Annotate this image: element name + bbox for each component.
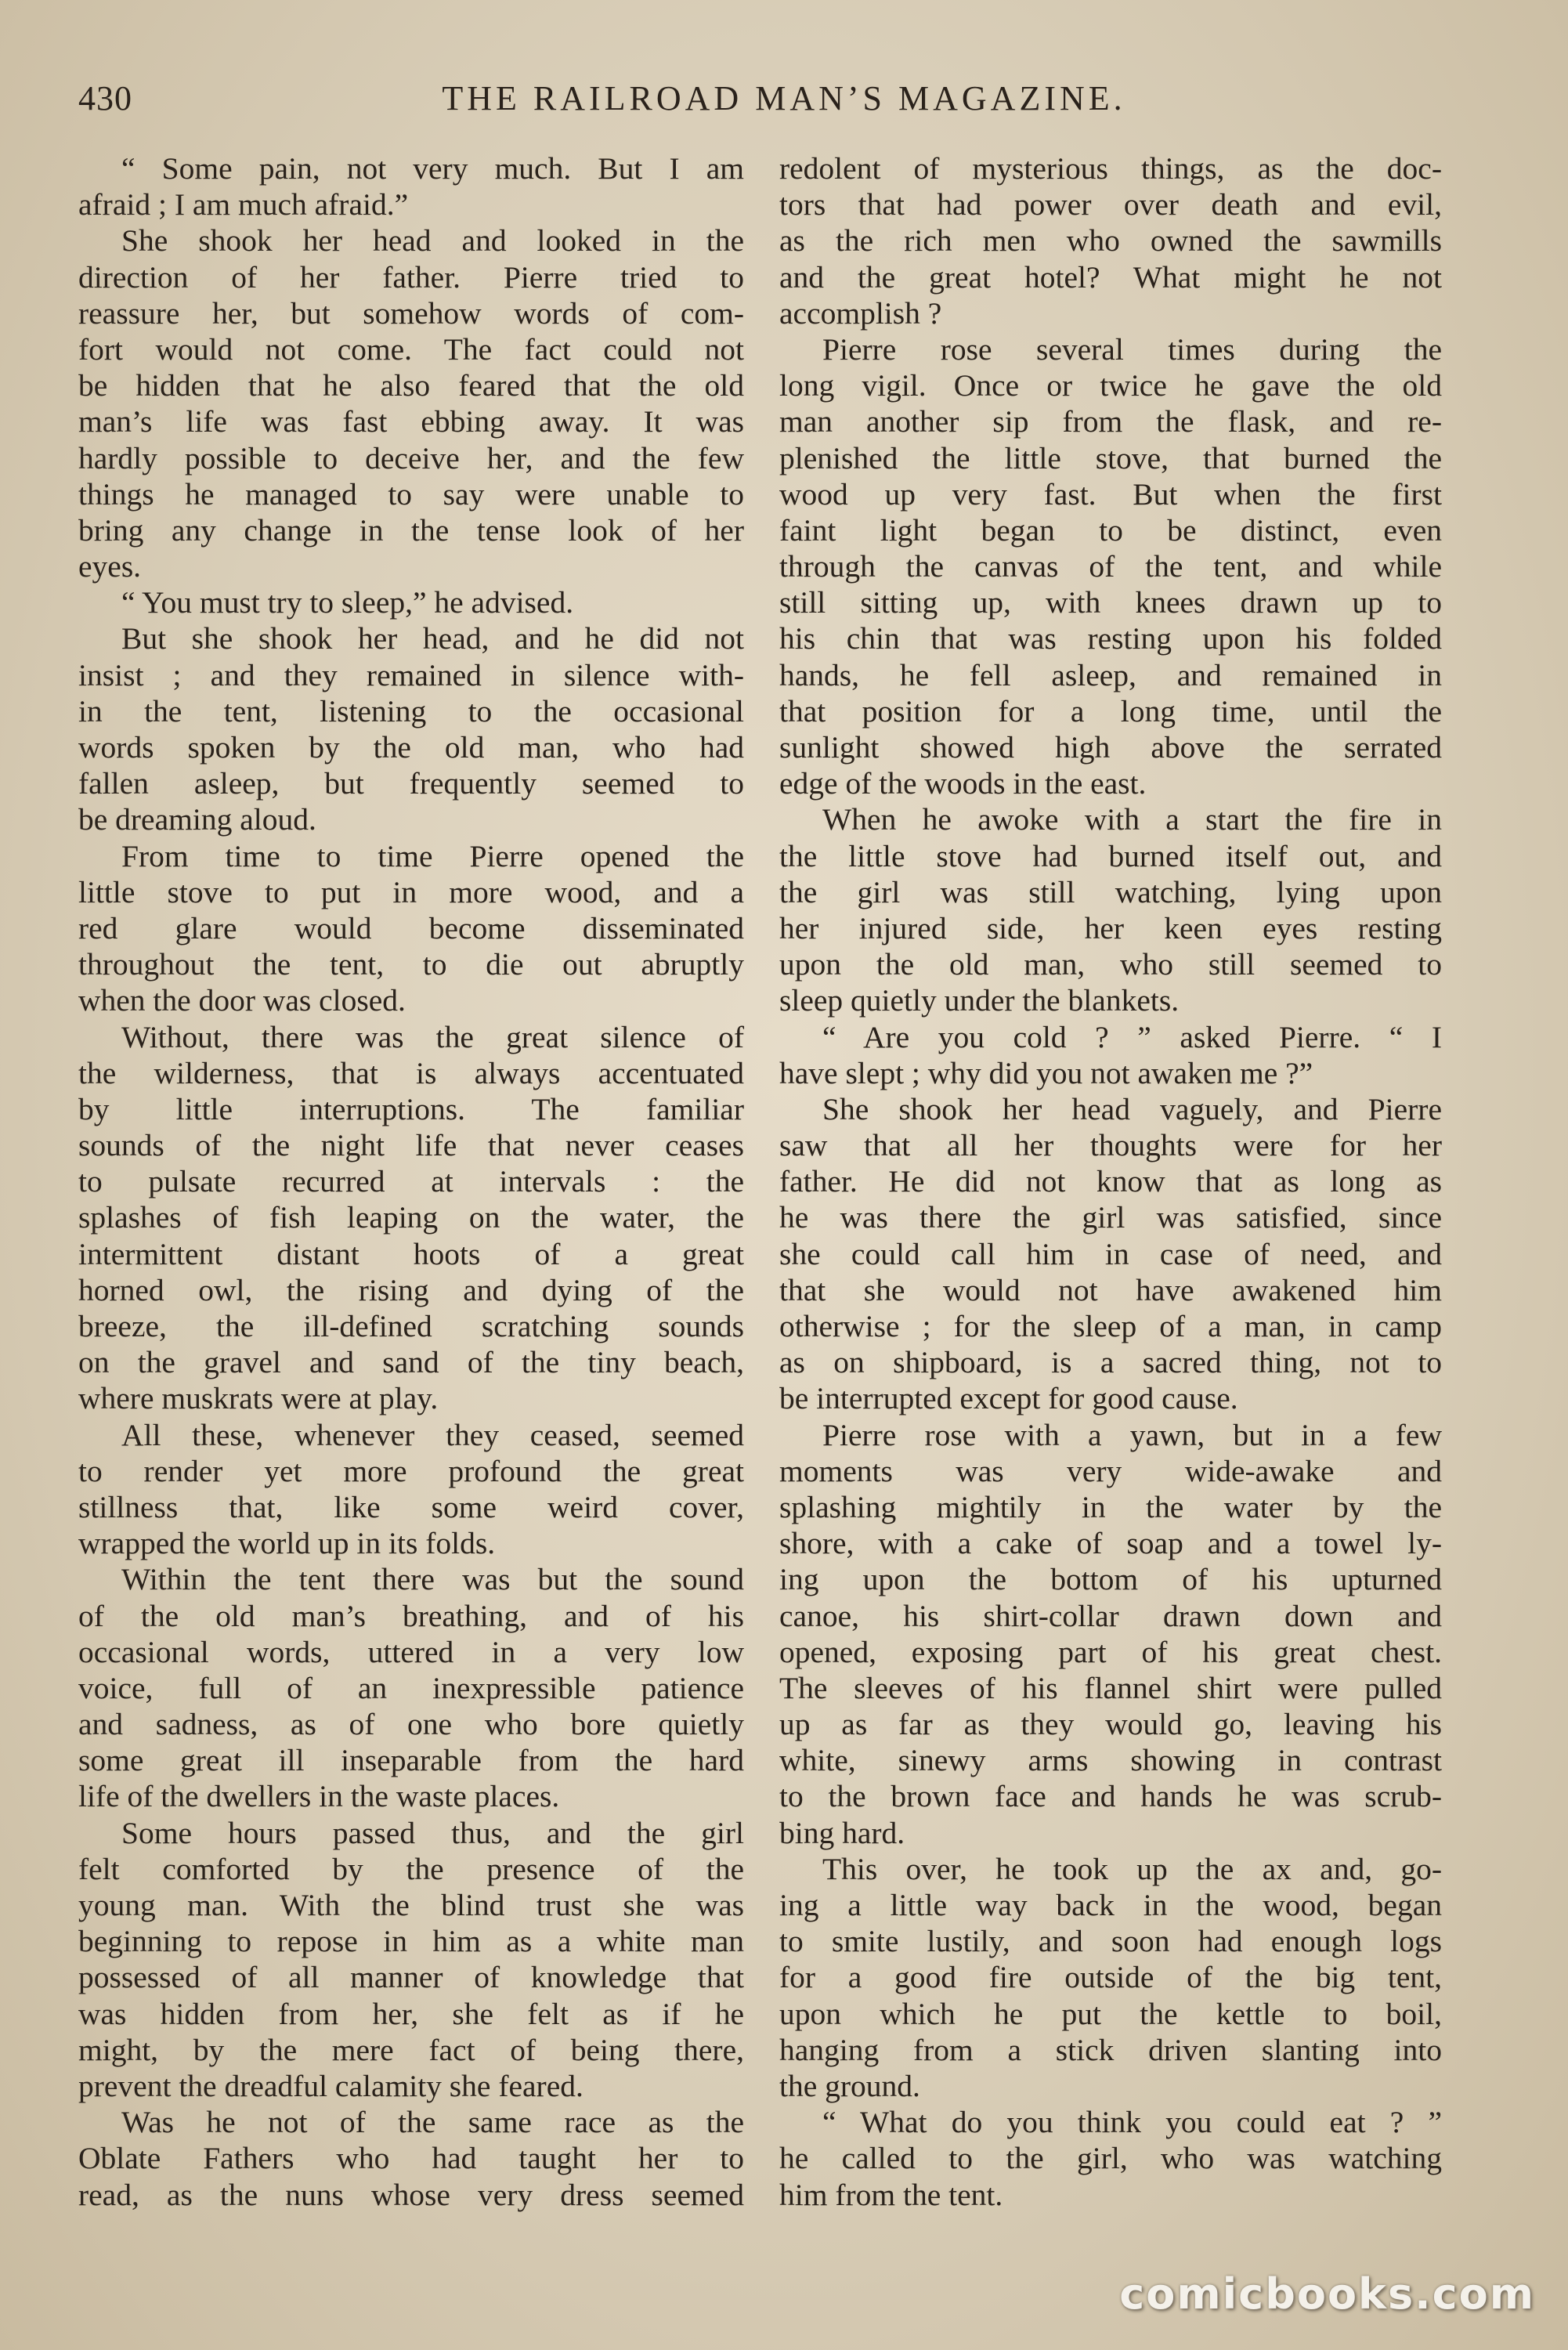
text-line: She shook her head and looked in the xyxy=(121,223,744,258)
text-line: on the gravel and sand of the tiny beach, xyxy=(78,1345,744,1380)
text-line: long vigil. Once or twice he gave the old xyxy=(779,368,1442,403)
text-line: the girl was still watching, lying upon xyxy=(779,874,1442,909)
text-line: sleep quietly under the blankets. xyxy=(779,983,1180,1018)
left-text-column xyxy=(78,150,744,2213)
text-line: some great ill inseparable from the hard xyxy=(78,1743,744,1778)
text-line: ing a little way back in the wood, began xyxy=(779,1888,1442,1922)
text-line: to pulsate recurred at intervals : the xyxy=(78,1164,744,1199)
text-line: bring any change in the tense look of her xyxy=(78,512,744,548)
text-line: to the brown face and hands he was scrub- xyxy=(779,1779,1442,1814)
text-line: “ Some pain, not very much. But I am xyxy=(121,151,744,186)
text-line: Some hours passed thus, and the girl xyxy=(121,1815,744,1850)
text-line: man’s life was fast ebbing away. It was xyxy=(78,404,744,439)
running-head-title: THE RAILROAD MAN’S MAGAZINE. xyxy=(442,79,1126,118)
text-line: moments was very wide-awake and xyxy=(779,1453,1442,1488)
text-line: have slept ; why did you not awaken me ?” xyxy=(779,1055,1313,1090)
text-line: when the door was closed. xyxy=(78,983,406,1018)
text-line: upon the old man, who still seemed to xyxy=(779,947,1442,982)
text-line: “ You must try to sleep,” he advised. xyxy=(121,585,574,620)
text-line: From time to time Pierre opened the xyxy=(121,838,744,873)
text-line: All these, whenever they ceased, seemed xyxy=(121,1417,744,1452)
text-line: But she shook her head, and he did not xyxy=(121,621,744,656)
text-line: for a good fire outside of the big tent, xyxy=(779,1960,1442,1995)
text-line: This over, he took up the ax and, go- xyxy=(822,1851,1442,1886)
text-line: ing upon the bottom of his upturned xyxy=(779,1562,1442,1597)
text-line: Was he not of the same race as the xyxy=(121,2105,744,2140)
text-line: sunlight showed high above the serrated xyxy=(779,730,1442,765)
text-line: afraid ; I am much afraid.” xyxy=(78,187,409,222)
text-line: otherwise ; for the sleep of a man, in camp xyxy=(779,1309,1442,1343)
text-line: tors that had power over death and evil, xyxy=(779,187,1442,222)
text-line: throughout the tent, to die out abruptly xyxy=(78,947,744,982)
text-line: “ Are you cold ? ” asked Pierre. “ I xyxy=(822,1019,1442,1054)
text-line: Pierre rose several times during the xyxy=(822,331,1442,367)
right-text-column xyxy=(779,150,1442,2213)
text-line: as on shipboard, is a sacred thing, not to xyxy=(779,1345,1442,1380)
text-line: still sitting up, with knees drawn up to xyxy=(779,585,1442,620)
text-line: Pierre rose with a yawn, but in a few xyxy=(822,1417,1442,1452)
text-line: redolent of mysterious things, as the doc- xyxy=(779,151,1442,186)
text-line: Oblate Fathers who had taught her to xyxy=(78,2141,744,2176)
text-line: father. He did not know that as long as xyxy=(779,1164,1442,1199)
text-line: Without, there was the great silence of xyxy=(121,1019,744,1054)
text-line: as the rich men who owned the sawmills xyxy=(779,223,1442,258)
text-line: splashes of fish leaping on the water, the xyxy=(78,1200,744,1235)
text-line: plenished the little stove, that burned the xyxy=(779,440,1442,475)
text-line: reassure her, but somehow words of com- xyxy=(78,295,744,331)
text-line: where muskrats were at play. xyxy=(78,1381,439,1416)
text-line: through the canvas of the tent, and while xyxy=(779,549,1442,584)
text-line: shore, with a cake of soap and a towel ly- xyxy=(779,1526,1442,1561)
text-line: horned owl, the rising and dying of the xyxy=(78,1272,744,1307)
text-line: that position for a long time, until the xyxy=(779,693,1442,728)
text-line: intermittent distant hoots of a great xyxy=(78,1236,744,1271)
text-line: felt comforted by the presence of the xyxy=(78,1851,744,1886)
text-line: that she would not have awakened him xyxy=(779,1272,1442,1307)
text-line: in the tent, listening to the occasional xyxy=(78,693,744,728)
text-line: eyes. xyxy=(78,549,142,584)
text-line: red glare would become disseminated xyxy=(78,910,744,945)
text-line: the little stove had burned itself out, and xyxy=(779,838,1442,873)
page-number: 430 xyxy=(78,79,132,118)
text-line: opened, exposing part of his great chest. xyxy=(779,1634,1442,1669)
text-line: stillness that, like some weird cover, xyxy=(78,1489,744,1524)
text-line: “ What do you think you could eat ? ” xyxy=(822,2105,1442,2140)
text-line: When he awoke with a start the fire in xyxy=(822,802,1442,837)
text-line: life of the dwellers in the waste places. xyxy=(78,1779,560,1814)
text-line: edge of the woods in the east. xyxy=(779,766,1147,801)
text-line: prevent the dreadful calamity she feared. xyxy=(78,2068,583,2103)
text-line: be interrupted except for good cause. xyxy=(779,1381,1238,1416)
text-line: young man. With the blind trust she was xyxy=(78,1888,744,1922)
text-line: read, as the nuns whose very dress seemed xyxy=(78,2177,744,2212)
text-line: the ground. xyxy=(779,2068,920,2103)
text-line: bing hard. xyxy=(779,1815,905,1850)
text-line: man another sip from the flask, and re- xyxy=(779,404,1442,439)
text-line: accomplish ? xyxy=(779,295,942,331)
text-line: white, sinewy arms showing in contrast xyxy=(779,1743,1442,1778)
text-line: upon which he put the kettle to boil, xyxy=(779,1996,1442,2031)
text-line: she could call him in case of need, and xyxy=(779,1236,1442,1271)
text-line: hanging from a stick driven slanting into xyxy=(779,2032,1442,2067)
text-line: to smite lustily, and soon had enough logs xyxy=(779,1924,1442,1959)
text-line: voice, full of an inexpressible patience xyxy=(78,1670,744,1705)
text-line: her injured side, her keen eyes resting xyxy=(779,910,1442,945)
text-line: things he managed to say were unable to xyxy=(78,476,744,512)
text-line: faint light began to be distinct, even xyxy=(779,512,1442,548)
text-line: little stove to put in more wood, and a xyxy=(78,874,744,909)
text-line: and the great hotel? What might he not xyxy=(779,259,1442,295)
watermark: comicbooks.com xyxy=(1119,2269,1535,2319)
text-line: was hidden from her, she felt as if he xyxy=(78,1996,744,2031)
text-line: Within the tent there was but the sound xyxy=(121,1562,744,1597)
text-line: sounds of the night life that never ceases xyxy=(78,1128,744,1163)
page-header xyxy=(78,78,1490,125)
text-line: beginning to repose in him as a white man xyxy=(78,1924,744,1959)
text-line: he was there the girl was satisfied, since xyxy=(779,1200,1442,1235)
text-line: he called to the girl, who was watching xyxy=(779,2141,1442,2176)
text-line: by little interruptions. The familiar xyxy=(78,1091,744,1126)
text-line: might, by the mere fact of being there, xyxy=(78,2032,744,2067)
text-line: hardly possible to deceive her, and the few xyxy=(78,440,744,475)
text-line: wood up very fast. But when the first xyxy=(779,476,1442,512)
text-line: wrapped the world up in its folds. xyxy=(78,1526,496,1561)
text-line: the wilderness, that is always accentuated xyxy=(78,1055,744,1090)
text-line: hands, he fell asleep, and remained in xyxy=(779,657,1442,692)
text-line: The sleeves of his flannel shirt were pulled xyxy=(779,1670,1442,1705)
text-line: words spoken by the old man, who had xyxy=(78,730,744,765)
text-line: possessed of all manner of knowledge that xyxy=(78,1960,744,1995)
text-line: him from the tent. xyxy=(779,2177,1003,2212)
text-line: breeze, the ill-defined scratching sounds xyxy=(78,1309,744,1343)
text-line: and sadness, as of one who bore quietly xyxy=(78,1707,744,1742)
text-line: fort would not come. The fact could not xyxy=(78,331,744,367)
text-line: to render yet more profound the great xyxy=(78,1453,744,1488)
text-line: of the old man’s breathing, and of his xyxy=(78,1598,744,1633)
text-line: fallen asleep, but frequently seemed to xyxy=(78,766,744,801)
text-line: up as far as they would go, leaving his xyxy=(779,1707,1442,1742)
text-line: be hidden that he also feared that the old xyxy=(78,368,744,403)
text-line: She shook her head vaguely, and Pierre xyxy=(822,1091,1442,1126)
text-line: occasional words, uttered in a very low xyxy=(78,1634,744,1669)
text-line: his chin that was resting upon his folded xyxy=(779,621,1442,656)
text-line: splashing mightily in the water by the xyxy=(779,1489,1442,1524)
text-line: canoe, his shirt-collar drawn down and xyxy=(779,1598,1442,1633)
text-line: be dreaming aloud. xyxy=(78,802,316,837)
text-line: direction of her father. Pierre tried to xyxy=(78,259,744,295)
text-line: insist ; and they remained in silence with- xyxy=(78,657,744,692)
text-line: saw that all her thoughts were for her xyxy=(779,1128,1442,1163)
